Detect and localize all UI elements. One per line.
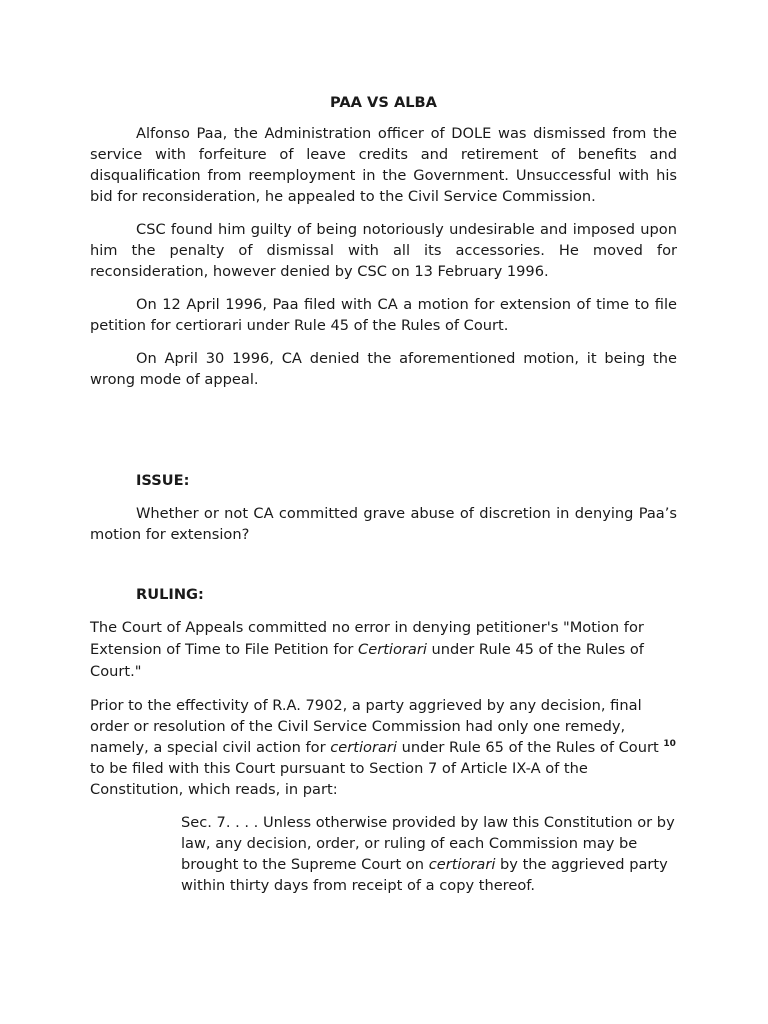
facts-paragraph-3: On 12 April 1996, Paa filed with CA a motion for extension of time to file petition for certiorari under Rule 45 of the Rules of Court. — [90, 296, 677, 334]
facts-paragraph-2: CSC found him guilty of being notoriously undesirable and imposed upon him the penalty of dismissal with all its accessories. He moved for reconsideration, however denied by CSC on 13 February 1996. — [90, 221, 677, 280]
constitution-quote — [181, 812, 677, 896]
document-page — [90, 92, 677, 896]
issue-heading: ISSUE: — [136, 472, 190, 489]
facts-paragraph-4: On April 30 1996, CA denied the aforementioned motion, it being the wrong mode of appeal. — [90, 350, 677, 388]
ruling-p2-emphasis: certiorari — [330, 739, 397, 756]
ruling-heading: RULING: — [136, 586, 204, 603]
quote-emphasis: certiorari — [428, 856, 496, 873]
ruling-p1-text-a: The Court of Appeals committed no error in denying petitioner's "Motion for Extension of Time to File Petition for — [90, 619, 644, 658]
issue-text: Whether or not CA committed grave abuse of discretion in denying Paa’s motion for extension? — [90, 505, 677, 543]
quote-text-b: by the aggrieved party within thirty days from receipt of a copy thereof. — [181, 856, 668, 894]
ruling-p1-emphasis: Certiorari — [358, 641, 427, 658]
section-spacer — [90, 545, 677, 584]
ruling-p2-text-b: under Rule 65 of the Rules of Court — [396, 739, 664, 756]
section-spacer — [90, 390, 677, 470]
ruling-paragraph-2 — [90, 695, 677, 800]
ruling-p2-text-a: Prior to the effectivity of R.A. 7902, a party aggrieved by any decision, final order or resolution of the Civil Service Commission had only one remedy, namely, a special civil action for — [90, 697, 642, 756]
ruling-p2-text-c: to be filed with this Court pursuant to Section 7 of Article IX-A of the Constitution, which reads, in part: — [90, 760, 588, 798]
footnote-marker: 10 — [663, 739, 676, 750]
ruling-p1-text-b: under Rule 45 of the Rules of Court." — [90, 641, 644, 680]
ruling-paragraph-1 — [90, 617, 677, 683]
facts-paragraph-1: Alfonso Paa, the Administration officer of DOLE was dismissed from the service with forfeiture of leave credits and retirement of benefits and disqualification from reemployment in the Government. Unsuccessful with his bid for reconsideration, he appealed to the Civil Service Commission. — [90, 125, 677, 205]
quote-text-a: Sec. 7. . . . Unless otherwise provided by law this Constitution or by law, any decision, order, or ruling of each Commission may be brought to the Supreme Court on — [181, 814, 675, 873]
document-title: PAA VS ALBA — [330, 94, 437, 111]
